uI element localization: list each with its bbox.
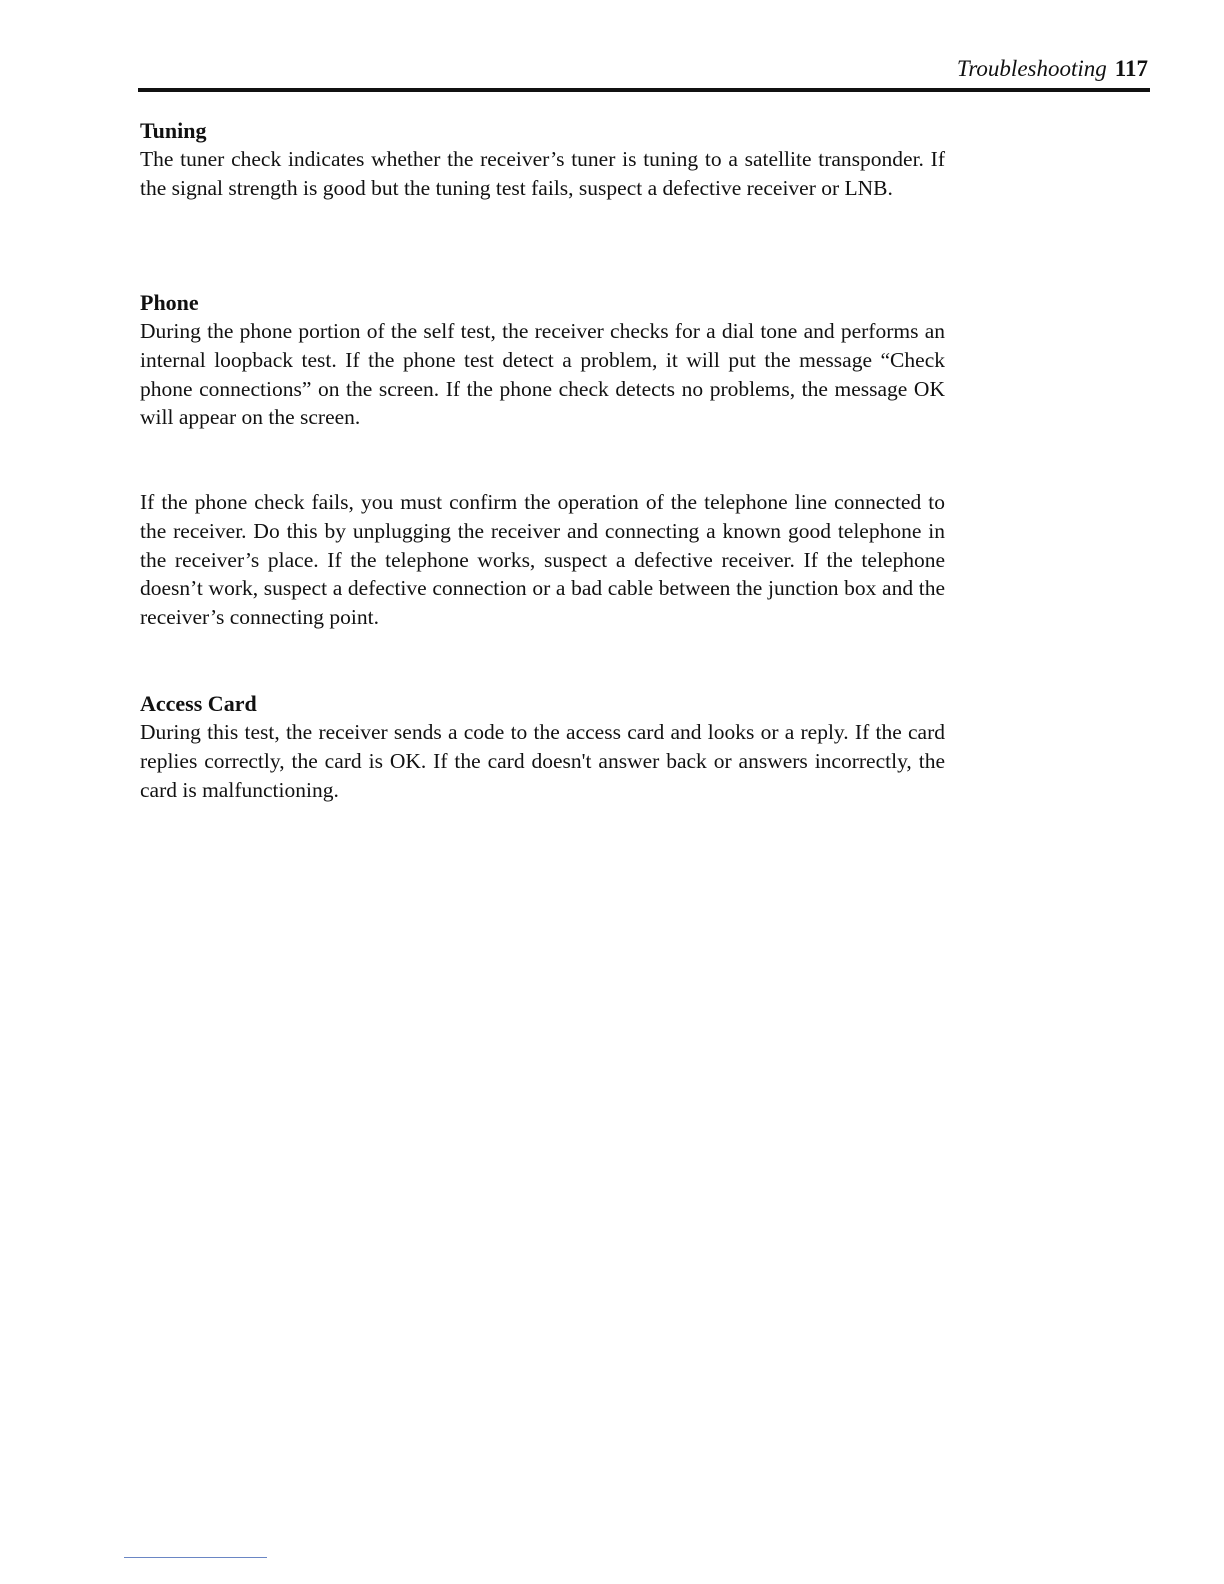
paragraph-tuning: The tuner check indicates whether the receiver’s tuner is tuning to a satellite transponder. If the signal strength is good but the tuning test fails, suspect a defective receiver or LNB. bbox=[140, 147, 945, 200]
section-heading-access-card: Access Card bbox=[140, 691, 257, 716]
paragraph-phone-2: If the phone check fails, you must confirm the operation of the telephone line connected to the receiver. Do this by unplugging the receiver and connecting a known good telephone in the receiver’s place. If the telephone works, suspect a defective receiver. If the telephone doesn’t work, suspect a defective connection or a bad cable between the junction box and the receiver’s connecting point. bbox=[140, 490, 945, 630]
section-tuning bbox=[140, 117, 945, 203]
header-text bbox=[957, 56, 1148, 82]
section-heading-phone: Phone bbox=[140, 290, 199, 315]
paragraph-phone-1: During the phone portion of the self test, the receiver checks for a dial tone and performs an internal loopback test. If the phone test detect a problem, it will put the message “Check phone connections” on the screen. If the phone check detects no problems, the message OK will appear on the screen. bbox=[140, 319, 945, 430]
section-phone-continued bbox=[140, 488, 945, 632]
footer-rule bbox=[124, 1557, 267, 1558]
header-title: Troubleshooting bbox=[956, 56, 1107, 81]
section-heading-tuning: Tuning bbox=[140, 118, 207, 143]
section-access-card bbox=[140, 690, 945, 804]
page-number: 117 bbox=[1114, 56, 1148, 81]
section-phone bbox=[140, 289, 945, 432]
paragraph-access-card: During this test, the receiver sends a code to the access card and looks or a reply. If the card replies correctly, the card is OK. If the card doesn't answer back or answers incorrectly, the card is malfunctioning. bbox=[140, 720, 945, 802]
header-rule bbox=[138, 88, 1150, 92]
running-header bbox=[138, 56, 1150, 86]
